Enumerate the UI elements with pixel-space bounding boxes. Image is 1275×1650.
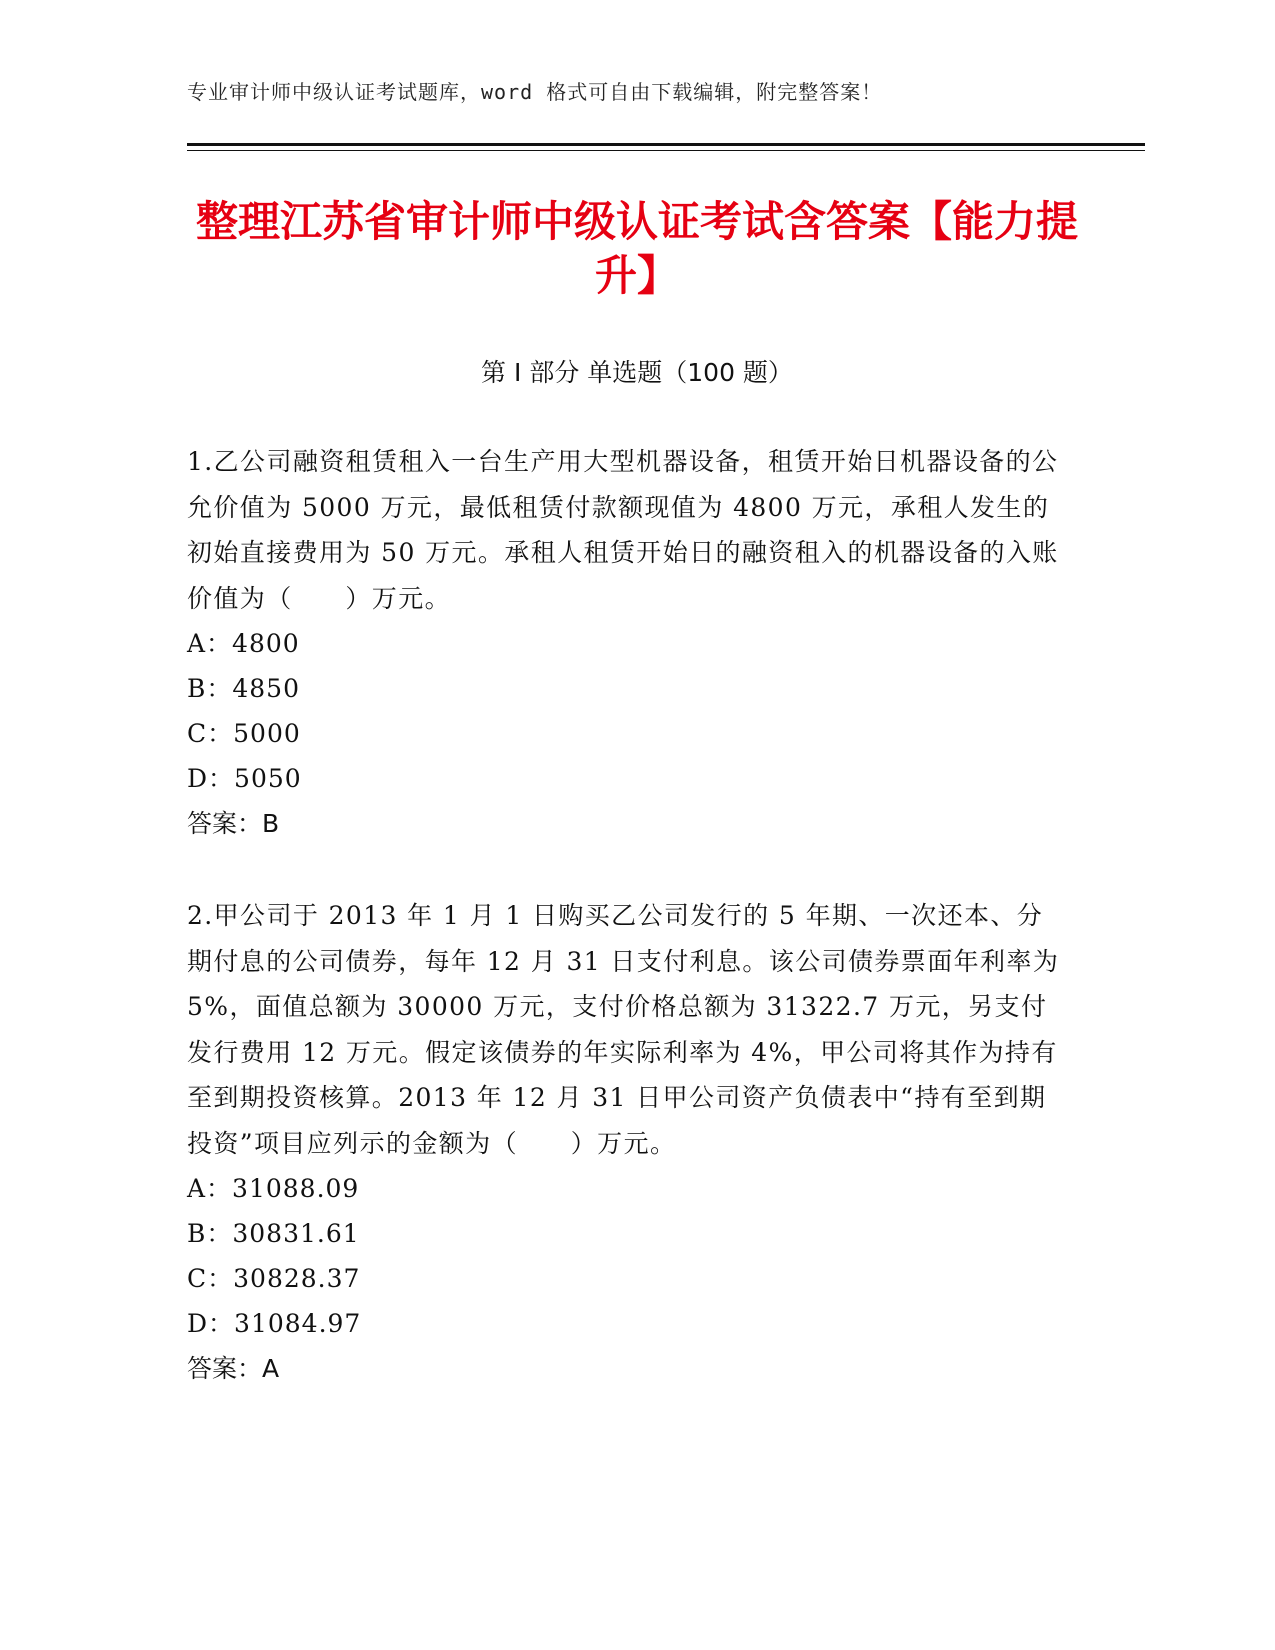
question-1 bbox=[187, 439, 1067, 846]
answer: 答案：B bbox=[187, 809, 280, 838]
option-b: B：30831.61 bbox=[187, 1219, 360, 1248]
option-c: C：30828.37 bbox=[187, 1264, 361, 1293]
option-a: A：31088.09 bbox=[187, 1174, 360, 1203]
section-heading: 第 I 部分 单选题（100 题） bbox=[481, 358, 793, 387]
header-note: 专业审计师中级认证考试题库，word 格式可自由下载编辑，附完整答案！ bbox=[187, 80, 883, 104]
option-c: C：5000 bbox=[187, 719, 301, 748]
option-b: B：4850 bbox=[187, 674, 300, 703]
question-2 bbox=[187, 893, 1067, 1391]
document-title: 整理江苏省审计师中级认证考试含答案【能力提升】 bbox=[195, 197, 1078, 300]
header-rule-thin bbox=[187, 150, 1145, 151]
option-d: D：31084.97 bbox=[187, 1309, 362, 1338]
header-rule-thick bbox=[187, 143, 1145, 146]
question-stem: 2.甲公司于 2013 年 1 月 1 日购买乙公司发行的 5 年期、一次还本、分期付息的公司债券，每年 12 月 31 日支付利息。该公司债券票面年利率为 5%，面值总额为 30000 万元，支付价格总额为 31322.7 万元，另支付发行费用 12 万元。假定该债券的年实际利率为 4%，甲公司将其作为持有至到期投资核算。2013 年 12 月 31 日甲公司资产负债表中“持有至到期投资”项目应列示的金额为（ ）万元。 bbox=[187, 901, 1060, 1158]
option-d: D：5050 bbox=[187, 764, 302, 793]
question-stem: 1.乙公司融资租赁租入一台生产用大型机器设备，租赁开始日机器设备的公允价值为 5000 万元，最低租赁付款额现值为 4800 万元，承租人发生的初始直接费用为 50 万元。承租人租赁开始日的融资租入的机器设备的入账价值为（ ）万元。 bbox=[187, 447, 1059, 613]
option-a: A：4800 bbox=[187, 629, 300, 658]
answer: 答案：A bbox=[187, 1354, 280, 1383]
